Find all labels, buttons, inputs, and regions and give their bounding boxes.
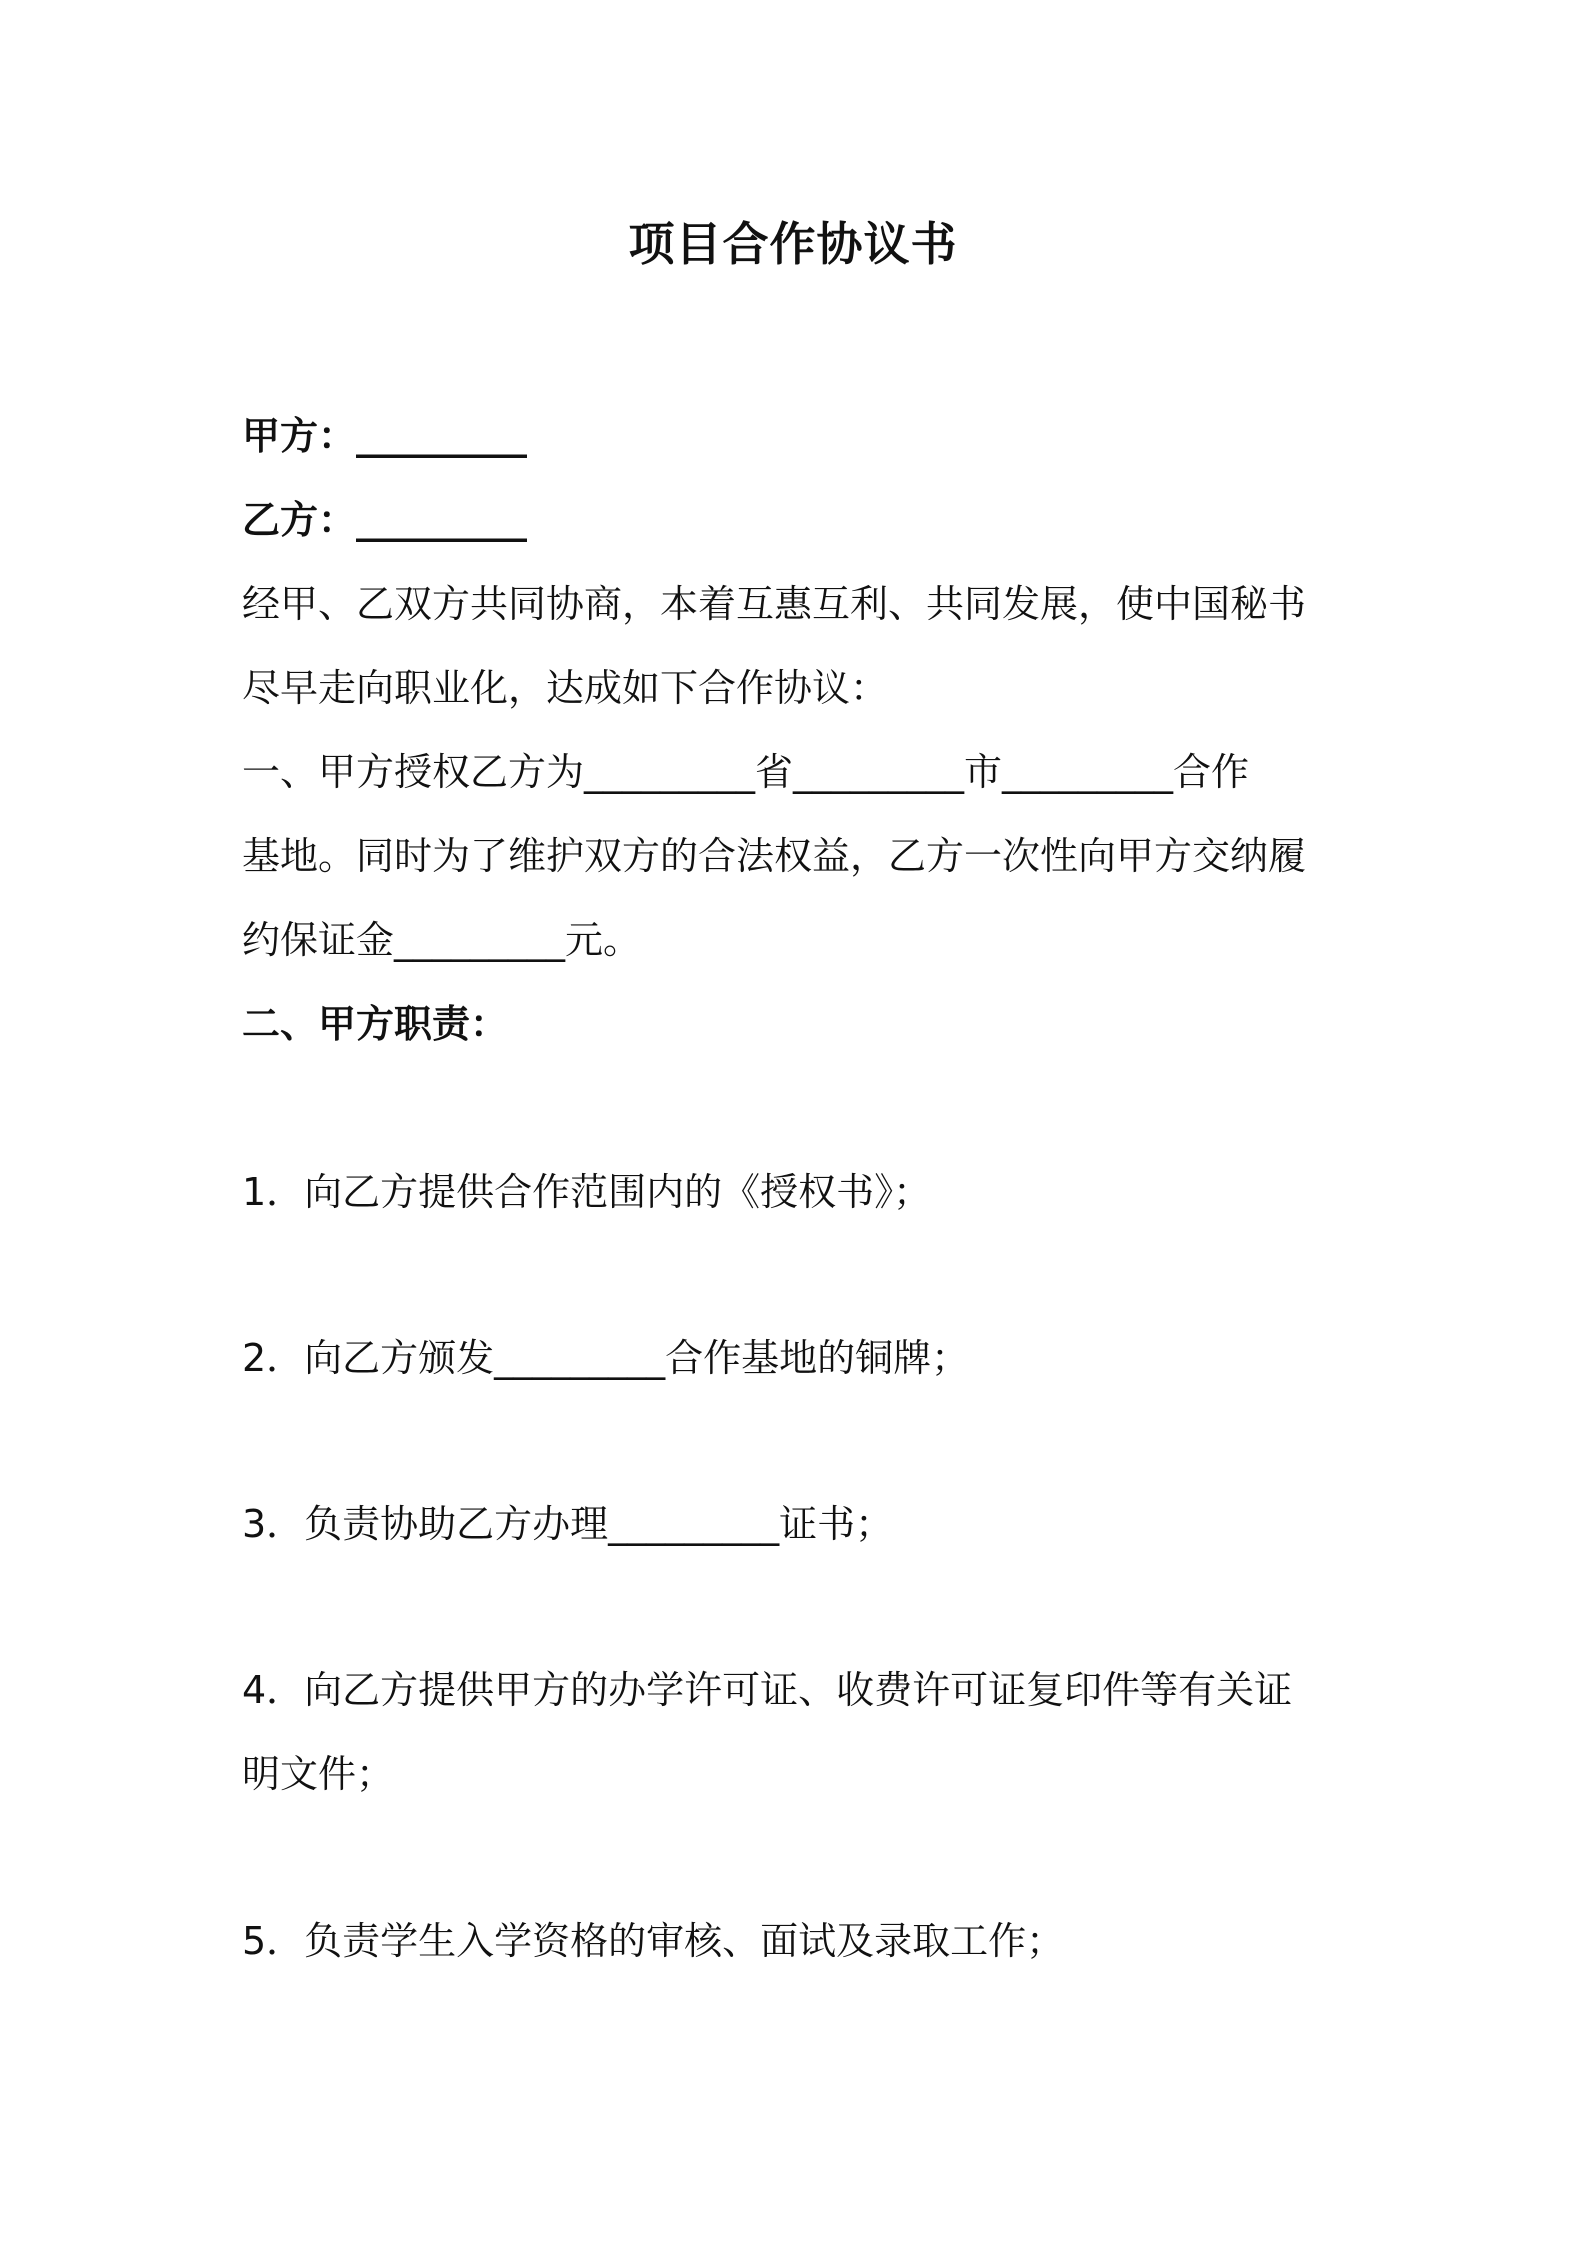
party-b-line: 乙方：_________	[242, 498, 528, 542]
duty-item-4-line-1: 4．向乙方提供甲方的办学许可证、收费许可证复印件等有关证	[242, 1668, 1293, 1712]
section-two-heading: 二、甲方职责：	[242, 1002, 509, 1046]
duty-item-4-line-2: 明文件；	[242, 1752, 395, 1796]
intro-line-2: 尽早走向职业化，达成如下合作协议：	[242, 666, 889, 710]
intro-line-1: 经甲、乙双方共同协商，本着互惠互利、共同发展，使中国秘书	[242, 582, 1307, 626]
duty-item-2: 2．向乙方颁发_________合作基地的铜牌；	[242, 1336, 970, 1380]
section-one-line-2: 基地。同时为了维护双方的合法权益，乙方一次性向甲方交纳履	[242, 834, 1307, 878]
duty-item-1: 1．向乙方提供合作范围内的《授权书》；	[242, 1170, 932, 1214]
document-title: 项目合作协议书	[628, 217, 958, 271]
duty-item-5: 5．负责学生入学资格的审核、面试及录取工作；	[242, 1919, 1065, 1963]
section-one-line-3: 约保证金_________元。	[242, 918, 642, 962]
party-a-line: 甲方：_________	[242, 414, 528, 458]
section-one-line-1: 一、甲方授权乙方为_________省_________市_________合作	[242, 750, 1250, 794]
duty-item-3: 3．负责协助乙方办理_________证书；	[242, 1502, 894, 1546]
